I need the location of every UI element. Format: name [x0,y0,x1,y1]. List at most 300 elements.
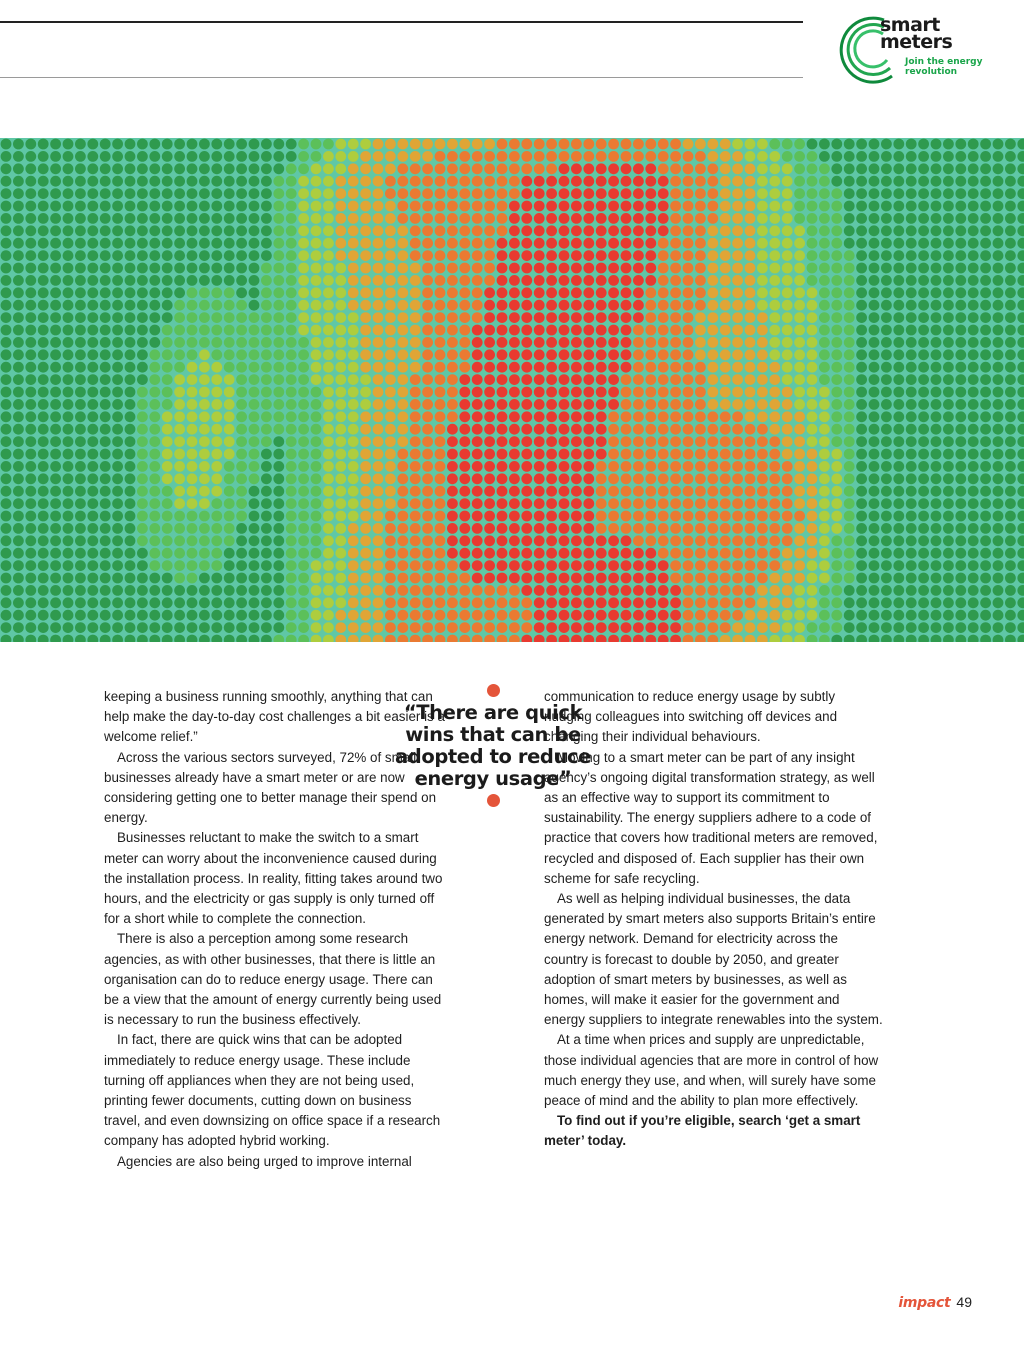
hero-dot [348,523,359,534]
hero-dot [149,362,160,373]
hero-dot [621,610,632,621]
hero-dot [856,449,867,460]
hero-dot [236,225,247,236]
hero-dot [497,610,508,621]
hero-dot [745,486,756,497]
hero-dot [621,238,632,249]
hero-dot [819,337,830,348]
hero-dot [348,312,359,323]
hero-dot [856,349,867,360]
hero-dot [484,449,495,460]
hero-dot [410,411,421,422]
hero-dot [645,362,656,373]
hero-dot [385,362,396,373]
hero-dot [236,585,247,596]
hero-dot [484,300,495,311]
hero-dot [658,362,669,373]
hero-dot [720,238,731,249]
hero-dot [683,585,694,596]
hero-dot [224,151,235,162]
hero-dot [497,213,508,224]
hero-dot [174,511,185,522]
hero-dot [261,424,272,435]
hero-dot [273,399,284,410]
hero-dot [893,585,904,596]
hero-dot [63,436,74,447]
hero-dot [249,436,260,447]
hero-dot [236,176,247,187]
hero-dot [87,362,98,373]
hero-dot [707,523,718,534]
hero-dot [670,225,681,236]
hero-dot [459,411,470,422]
hero-dot [360,176,371,187]
hero-dot [658,573,669,584]
hero-dot [348,424,359,435]
hero-dot [955,622,966,633]
hero-dot [25,238,36,249]
hero-dot [38,337,49,348]
hero-dot [807,622,818,633]
hero-dot [571,238,582,249]
hero-dot [348,597,359,608]
hero-dot [484,213,495,224]
hero-dot [100,349,111,360]
hero-dot [112,610,123,621]
hero-dot [298,151,309,162]
hero-dot [757,188,768,199]
hero-dot [373,548,384,559]
hero-dot [484,263,495,274]
hero-dot [13,548,24,559]
hero-dot [174,263,185,274]
hero-dot [931,535,942,546]
hero-dot [559,349,570,360]
hero-dot [472,188,483,199]
hero-dot [13,238,24,249]
hero-dot [769,337,780,348]
hero-dot [596,213,607,224]
hero-dot [224,225,235,236]
hero-dot [955,498,966,509]
hero-dot [273,238,284,249]
hero-dot [831,548,842,559]
hero-dot [137,139,148,150]
hero-dot [707,337,718,348]
hero-dot [459,176,470,187]
hero-dot [311,151,322,162]
hero-dot [521,560,532,571]
hero-dot [596,411,607,422]
hero-dot [906,250,917,261]
hero-dot [1,511,12,522]
hero-dot [125,424,136,435]
hero-dot [980,473,991,484]
hero-dot [745,188,756,199]
hero-dot [906,337,917,348]
hero-dot [360,523,371,534]
hero-dot [831,263,842,274]
hero-dot [348,511,359,522]
hero-dot [757,424,768,435]
hero-dot [385,263,396,274]
hero-dot [323,597,334,608]
hero-dot [658,188,669,199]
hero-dot [683,535,694,546]
hero-dot [298,511,309,522]
hero-dot [955,523,966,534]
hero-dot [410,560,421,571]
hero-dot [893,238,904,249]
hero-dot [435,560,446,571]
hero-dot [224,349,235,360]
hero-dot [918,225,929,236]
hero-dot [1,163,12,174]
hero-dot [844,535,855,546]
hero-dot [745,300,756,311]
hero-dot [112,461,123,472]
hero-dot [670,238,681,249]
hero-dot [893,449,904,460]
hero-dot [807,163,818,174]
hero-dot [844,300,855,311]
hero-dot [224,325,235,336]
hero-dot [211,622,222,633]
hero-dot [249,287,260,298]
hero-dot [447,498,458,509]
hero-dot [236,275,247,286]
hero-dot [224,597,235,608]
hero-dot [385,573,396,584]
hero-dot [125,250,136,261]
hero-dot [608,337,619,348]
hero-dot [273,250,284,261]
hero-dot [608,498,619,509]
hero-dot [720,176,731,187]
hero-dot [645,535,656,546]
hero-dot [707,560,718,571]
hero-dot [149,498,160,509]
hero-dot [1,176,12,187]
hero-dot [484,597,495,608]
hero-dot [323,585,334,596]
hero-dot [546,523,557,534]
hero-dot [348,337,359,348]
hero-dot [732,201,743,212]
header-rule-top [0,21,803,23]
hero-dot [707,449,718,460]
hero-dot [112,325,123,336]
hero-dot [596,597,607,608]
hero-dot [174,337,185,348]
hero-dot [335,188,346,199]
hero-dot [546,201,557,212]
hero-dot [211,213,222,224]
hero-dot [869,560,880,571]
hero-dot [385,436,396,447]
hero-dot [224,163,235,174]
hero-dot [980,213,991,224]
hero-dot [323,213,334,224]
hero-dot [906,548,917,559]
hero-dot [1,312,12,323]
hero-dot [645,560,656,571]
hero-dot [521,411,532,422]
hero-dot [608,399,619,410]
hero-dot [348,176,359,187]
hero-dot [745,238,756,249]
hero-dot [286,548,297,559]
hero-dot [174,548,185,559]
hero-dot [273,312,284,323]
hero-dot [819,511,830,522]
hero-dot [162,399,173,410]
hero-dot [149,287,160,298]
hero-dot [50,362,61,373]
hero-dot [583,275,594,286]
hero-dot [484,473,495,484]
hero-dot [112,511,123,522]
hero-dot [906,610,917,621]
hero-dot [633,535,644,546]
hero-dot [633,548,644,559]
hero-dot [658,523,669,534]
hero-dot [397,238,408,249]
hero-dot [633,287,644,298]
hero-dot [497,163,508,174]
hero-dot [559,511,570,522]
hero-dot [397,337,408,348]
hero-dot [373,573,384,584]
hero-dot [187,201,198,212]
hero-dot [521,535,532,546]
hero-dot [521,263,532,274]
hero-dot [63,374,74,385]
hero-dot [125,597,136,608]
hero-dot [782,362,793,373]
hero-dot [323,473,334,484]
hero-dot [335,560,346,571]
hero-dot [25,300,36,311]
hero-dot [707,461,718,472]
hero-dot [521,548,532,559]
hero-dot [683,275,694,286]
hero-dot [373,411,384,422]
hero-dot [373,374,384,385]
hero-dot [187,436,198,447]
hero-dot [509,622,520,633]
hero-dot [87,511,98,522]
hero-dot [410,225,421,236]
hero-dot [819,188,830,199]
hero-dot [497,461,508,472]
hero-dot [422,287,433,298]
hero-dot [807,349,818,360]
hero-dot [757,337,768,348]
hero-dot [447,424,458,435]
hero-dot [236,213,247,224]
hero-dot [199,548,210,559]
hero-dot [906,275,917,286]
hero-dot [100,300,111,311]
hero-dot [745,387,756,398]
hero-dot [211,188,222,199]
hero-dot [174,300,185,311]
hero-dot [25,610,36,621]
hero-dot [100,201,111,212]
hero-dot [683,449,694,460]
hero-dot [521,250,532,261]
hero-dot [348,548,359,559]
hero-dot [125,139,136,150]
hero-dot [993,511,1004,522]
hero-dot [893,399,904,410]
hero-dot [683,523,694,534]
hero-dot [955,411,966,422]
hero-dot [447,300,458,311]
hero-dot [831,449,842,460]
hero-dot [931,560,942,571]
hero-dot [732,287,743,298]
hero-dot [621,597,632,608]
hero-dot [162,473,173,484]
hero-dot [335,424,346,435]
hero-dot [695,486,706,497]
hero-dot [993,399,1004,410]
hero-dot [881,610,892,621]
hero-dot [583,573,594,584]
hero-dot [137,498,148,509]
hero-dot [831,238,842,249]
hero-dot [199,436,210,447]
hero-dot [385,610,396,621]
hero-dot [298,263,309,274]
hero-dot [856,535,867,546]
hero-dot [385,461,396,472]
hero-dot [968,213,979,224]
hero-dot [149,300,160,311]
hero-dot [273,337,284,348]
hero-dot [497,399,508,410]
hero-dot [980,387,991,398]
hero-dot [435,511,446,522]
hero-dot [87,399,98,410]
hero-dot [249,498,260,509]
hero-dot [869,399,880,410]
hero-dot [658,449,669,460]
hero-dot [720,597,731,608]
hero-dot [199,461,210,472]
hero-dot [658,436,669,447]
hero-dot [459,622,470,633]
hero-dot [559,188,570,199]
hero-dot [397,523,408,534]
hero-dot [856,275,867,286]
hero-dot [149,560,160,571]
hero-dot [745,225,756,236]
hero-dot [695,473,706,484]
hero-dot [881,486,892,497]
hero-dot [162,151,173,162]
hero-dot [261,176,272,187]
hero-dot [782,548,793,559]
hero-dot [63,263,74,274]
hero-dot [745,436,756,447]
hero-dot [286,411,297,422]
hero-dot [25,337,36,348]
hero-dot [385,349,396,360]
hero-dot [199,349,210,360]
hero-dot [670,287,681,298]
hero-dot [745,201,756,212]
hero-dot [645,349,656,360]
hero-dot [472,597,483,608]
hero-dot [881,151,892,162]
hero-dot [745,275,756,286]
hero-dot [410,362,421,373]
hero-dot [13,176,24,187]
hero-dot [509,424,520,435]
hero-dot [980,610,991,621]
hero-dot [732,511,743,522]
hero-dot [199,535,210,546]
hero-dot [112,349,123,360]
hero-dot [819,597,830,608]
hero-dot [410,263,421,274]
hero-dot [819,424,830,435]
hero-dot [38,201,49,212]
hero-dot [955,610,966,621]
hero-dot [125,176,136,187]
hero-dot [521,300,532,311]
hero-dot [893,486,904,497]
hero-dot [559,139,570,150]
hero-dot [360,300,371,311]
hero-dot [112,411,123,422]
hero-dot [410,287,421,298]
hero-dot [472,436,483,447]
hero-dot [323,287,334,298]
hero-dot [360,473,371,484]
hero-dot [559,275,570,286]
hero-dot [869,461,880,472]
hero-dot [757,213,768,224]
hero-dot [224,300,235,311]
hero-dot [162,424,173,435]
hero-dot [918,622,929,633]
hero-dot [410,622,421,633]
hero-dot [918,176,929,187]
hero-dot [869,225,880,236]
hero-dot [893,473,904,484]
hero-dot [707,325,718,336]
hero-dot [534,151,545,162]
hero-dot [683,151,694,162]
hero-dot [807,449,818,460]
hero-dot [199,163,210,174]
hero-dot [608,163,619,174]
hero-dot [472,275,483,286]
hero-dot [608,449,619,460]
hero-dot [683,610,694,621]
hero-dot [447,548,458,559]
hero-dot [174,213,185,224]
hero-dot [373,139,384,150]
hero-dot [100,238,111,249]
hero-dot [869,325,880,336]
hero-dot [856,610,867,621]
hero-dot [571,250,582,261]
